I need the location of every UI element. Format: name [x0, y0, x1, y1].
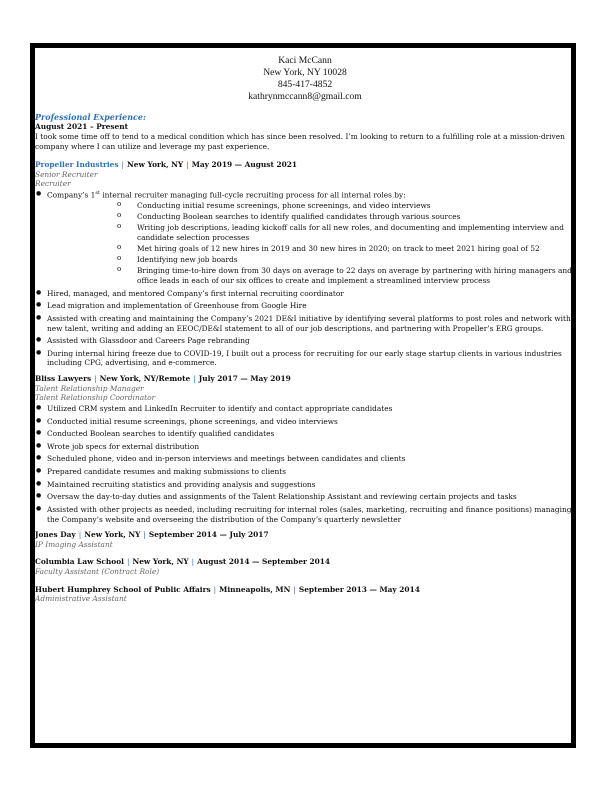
- job-title: Faculty Assistant (Contract Role): [35, 567, 160, 577]
- job-bullets: [35, 404, 575, 524]
- contact-header: [35, 55, 575, 103]
- list-item: o Conducting initial resume screenings, phone screenings, and video interviews: [137, 201, 575, 211]
- company-name: Jones Day: [35, 530, 76, 540]
- job-dates: September 2013 — May 2014: [298, 584, 420, 594]
- job-header: Hubert Humphrey School of Public Affairs | Minneapolis, MN | September 2013 — May 2014: [35, 584, 420, 594]
- list-item: ● Maintained recruiting statistics and providing analysis and suggestions: [47, 480, 575, 490]
- job-header: Propeller Industries | New York, NY | May 2019 — August 2021: [35, 160, 298, 170]
- list-item: ● Assisted with Glassdoor and Careers Page rebranding: [47, 336, 575, 346]
- job-location: New York, NY: [132, 557, 189, 567]
- list-item: ● During internal hiring freeze due to COVID-19, I built out a process for recruiting for our early stage startup clients in various industries including CPG, advertising, and e-commerce.: [47, 349, 575, 368]
- resume-content: [35, 55, 575, 604]
- candidate-location: New York, NY 10028: [263, 66, 347, 78]
- job-title: IP Imaging Assistant: [35, 539, 113, 549]
- list-item: o Identifying new job boards: [137, 255, 575, 265]
- job-header: Columbia Law School | New York, NY | August 2014 — September 2014: [35, 557, 331, 567]
- job-header: Bliss Lawyers | New York, NY/Remote | July 2017 — May 2019: [35, 374, 291, 384]
- list-item: ● Scheduled phone, video and in-person interviews and meetings between candidates and clients: [47, 454, 575, 464]
- job-title: Senior Recruiter: [35, 169, 98, 179]
- list-item: o Conducting Boolean searches to identify qualified candidates through various sources: [137, 212, 575, 222]
- company-name: Propeller Industries: [35, 160, 119, 170]
- company-name: Hubert Humphrey School of Public Affairs: [35, 584, 211, 594]
- job-dates: August 2014 — September 2014: [197, 557, 331, 567]
- job-title: Administrative Assistant: [35, 594, 127, 604]
- job-bullets: [35, 190, 575, 368]
- company-name: Bliss Lawyers: [35, 374, 92, 384]
- section-title: Professional Experience:: [35, 111, 146, 122]
- job-dates: May 2019 — August 2021: [191, 160, 298, 170]
- list-item: o Met hiring goals of 12 new hires in 2019 and 30 new hires in 2020; on track to meet 2021 hiring goal of 52: [137, 244, 575, 254]
- list-item: ● Wrote job specs for external distribution: [47, 442, 575, 452]
- list-item: ● Assisted with creating and maintaining the Company’s 2021 DE&I initiative by identifying several platforms to post roles and network with new talent, writing and adding an EEOC/DE&I statement to all of our job descriptions, and partnering with Propeller’s ERG groups.: [47, 314, 575, 333]
- list-item: o Bringing time-to-hire down from 30 days on average to 22 days on average by partnering with hiring managers and office leads in each of our six offices to create and implement a streamlined interview process: [137, 266, 575, 285]
- list-item: ● Utilized CRM system and LinkedIn Recruiter to identify and contact appropriate candidates: [47, 404, 575, 414]
- company-name: Columbia Law School: [35, 557, 124, 567]
- list-item: o Writing job descriptions, leading kickoff calls for all new roles, and documenting and implementing interview and candidate selection processes: [137, 223, 575, 242]
- gap-text: I took some time off to tend to a medical condition which has since been resolved. I’m looking to return to a fulfilling role at a mission-driven company where I can utilize and leverage my past experience.: [35, 131, 565, 151]
- list-item: ● Conducted Boolean searches to identify qualified candidates: [47, 429, 575, 439]
- list-item: ● Prepared candidate resumes and making submissions to clients: [47, 467, 575, 477]
- job-dates: September 2014 — July 2017: [148, 530, 269, 540]
- list-item: ● Lead migration and implementation of Greenhouse from Google Hire: [47, 301, 575, 311]
- job-location: Minneapolis, MN: [219, 584, 291, 594]
- job-location: New York, NY: [127, 160, 184, 170]
- candidate-email[interactable]: kathrynmccann8@gmail.com: [248, 90, 362, 102]
- job-title: Talent Relationship Manager: [35, 383, 144, 393]
- job-location: New York, NY: [84, 530, 141, 540]
- sub-bullets: [47, 201, 575, 286]
- job-dates: July 2017 — May 2019: [198, 374, 291, 384]
- job-header: Jones Day | New York, NY | September 2014 — July 2017: [35, 530, 269, 540]
- list-item: ● Assisted with other projects as needed, including recruiting for internal roles (sales, marketing, recruiting and finance positions) managing the Company’s website and overseeing the distribution of the Company’s quarterly newsletter: [47, 505, 575, 524]
- job-title: Talent Relationship Coordinator: [35, 393, 156, 403]
- job-location: New York, NY/Remote: [99, 374, 191, 384]
- list-item: ● Conducted initial resume screenings, phone screenings, and video interviews: [47, 417, 575, 427]
- candidate-phone: 845-417-4852: [277, 78, 333, 90]
- candidate-name: Kaci McCann: [278, 55, 332, 66]
- list-item: ● Hired, managed, and mentored Company’s first internal recruiting coordinator: [47, 289, 575, 299]
- list-item: ● Company’s 1st internal recruiter managing full-cycle recruiting process for all internal roles by: o Conducting initial resume screenings, phone screenings, and video interviews o Conducting Boolean searches to identify qualified candidates through various sources o Writing job descriptions, leading kickoff calls for all new roles, and documenting and implementing interview and candidate selection processes o Met hiring goals of 12 new hires in 2019 and 30 new hires in 2020; on track to meet 2021 hiring goal of 52 o Identifying new job boards o Bringing time-to-hire down from 30 days on average to 22 days on average by partnering with hiring managers and office leads in each of our six offices to create and implement a streamlined interview process: [47, 190, 575, 286]
- gap-dates: August 2021 – Present: [35, 122, 129, 132]
- list-item: ● Oversaw the day-to-day duties and assignments of the Talent Relationship Assistant and reviewing certain projects and tasks: [47, 492, 575, 502]
- job-title: Recruiter: [35, 179, 71, 189]
